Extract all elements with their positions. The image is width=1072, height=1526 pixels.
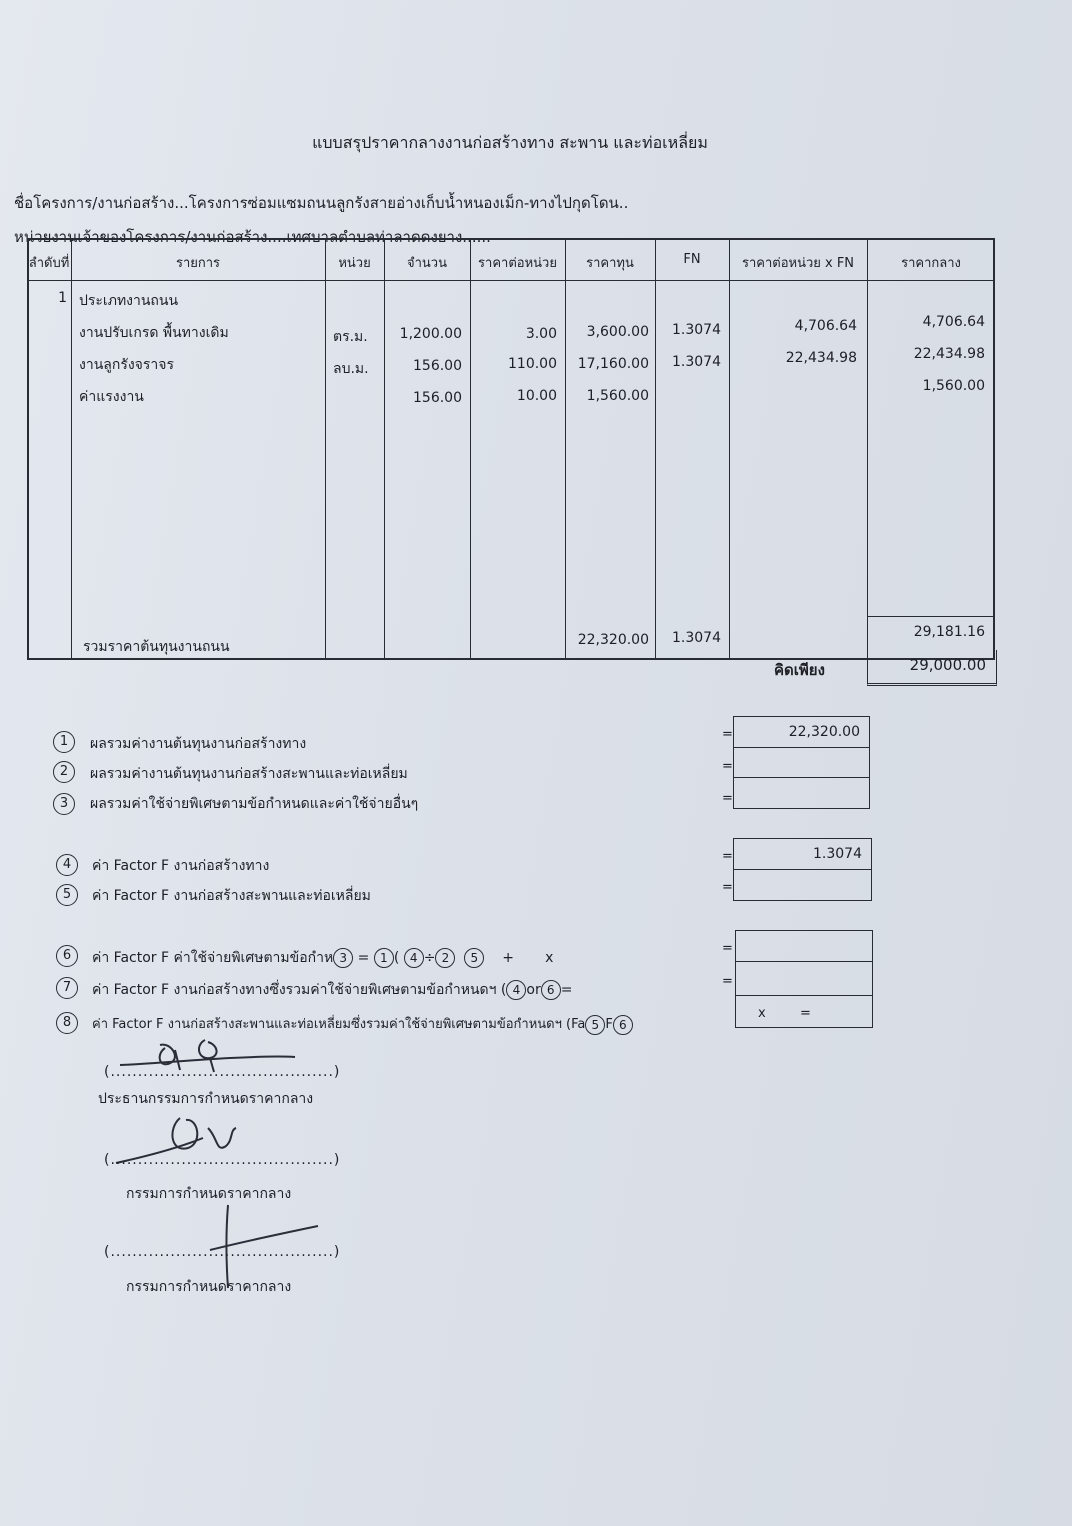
header-unit-price: ราคาต่อหน่วย: [478, 256, 557, 271]
header-no: ลำดับที่: [28, 256, 70, 271]
item-number-2: 2: [53, 761, 75, 783]
equals-sign: =: [722, 880, 733, 895]
row-median-price: 4,706.64: [922, 314, 985, 330]
row-item: ค่าแรงงาน: [79, 389, 144, 405]
item-number-8: 8: [56, 1012, 78, 1034]
header-cost: ราคาทุน: [586, 256, 634, 271]
equals-sign: =: [722, 941, 733, 956]
header-median-price: ราคากลาง: [901, 256, 961, 271]
row-unit: ลบ.ม.: [333, 361, 369, 377]
price-table: [27, 238, 995, 660]
item-number-3: 3: [53, 793, 75, 815]
row-item: งานลูกรังจราจร: [79, 357, 174, 373]
signature-title-3: กรรมการกำหนดราคากลาง: [126, 1279, 292, 1295]
row-fn: 1.3074: [672, 354, 721, 370]
row-cost: 3,600.00: [586, 324, 649, 340]
header-unit: หน่วย: [338, 256, 371, 271]
summary-label-7: ค่า Factor F งานก่อสร้างทางซึ่งรวมค่าใช้จ่ายพิเศษตามข้อกำหนดฯ ( 4 or 6 =: [92, 982, 573, 998]
equals-sign: =: [722, 727, 733, 742]
rounded-label: คิดเพียง: [774, 661, 825, 679]
row-qty: 156.00: [413, 358, 462, 374]
summary-label-8: ค่า Factor F งานก่อสร้างสะพานและท่อเหลี่ยมซึ่งรวมค่าใช้จ่ายพิเศษตามข้อกำหนดฯ (Fa 5 F 6: [92, 1013, 633, 1035]
row-unit-fn: 4,706.64: [794, 318, 857, 334]
rounded-value: 29,000.00: [909, 656, 986, 674]
equals-sign: =: [722, 791, 733, 806]
summary-label-1: ผลรวมค่างานต้นทุนงานก่อสร้างทาง: [90, 736, 307, 752]
project-name-line: ชื่อโครงการ/งานก่อสร้าง...โครงการซ่อมแซมถนนลูกรังสายอ่างเก็บน้ำหนองเม็ก-ทางไปกุดโดน..: [14, 194, 629, 212]
item-number-7: 7: [56, 977, 78, 999]
summary-label-2: ผลรวมค่างานต้นทุนงานก่อสร้างสะพานและท่อเหลี่ยม: [90, 766, 408, 782]
equals-sign: =: [722, 849, 733, 864]
signature-line-1: (.........................................): [104, 1064, 341, 1080]
row-qty: 156.00: [413, 390, 462, 406]
header-unit-fn: ราคาต่อหน่วย x FN: [741, 256, 855, 271]
equals-sign: =: [722, 974, 733, 989]
summary-value-1: 22,320.00: [788, 724, 860, 740]
row-unit-price: 10.00: [516, 388, 557, 404]
item-number-1: 1: [53, 731, 75, 753]
row-median-price: 1,560.00: [922, 378, 985, 394]
row-qty: 1,200.00: [399, 326, 462, 342]
row-no: 1: [58, 290, 67, 306]
header-fn: FN: [683, 252, 701, 267]
row-fn: 1.3074: [672, 322, 721, 338]
formula8-times: x: [758, 1006, 766, 1021]
summary-label-6: ค่า Factor F ค่าใช้จ่ายพิเศษตามข้อกำห 3 = 1 ( 4 ÷ 2 5 + x: [92, 950, 554, 966]
row-cost: 1,560.00: [586, 388, 649, 404]
signature-title-2: กรรมการกำหนดราคากลาง: [126, 1186, 292, 1202]
project-owner-line: หน่วยงานเจ้าของโครงการ/งานก่อสร้าง....เทศบาลตำบลท่าลาดดงยาง......: [14, 228, 491, 246]
row-cost: 17,160.00: [577, 356, 649, 372]
total-label: รวมราคาต้นทุนงานถนน: [83, 639, 230, 655]
total-median-price: 29,181.16: [913, 624, 985, 640]
item-number-4: 4: [56, 854, 78, 876]
signature-line-3: (.........................................): [104, 1244, 341, 1260]
signature-line-2: (.........................................): [104, 1152, 341, 1168]
row-median-price: 22,434.98: [913, 346, 985, 362]
row-unit: ตร.ม.: [333, 329, 368, 345]
total-fn: 1.3074: [672, 630, 721, 646]
header-qty: จำนวน: [407, 256, 447, 271]
document-title: แบบสรุปราคากลางงานก่อสร้างทาง สะพาน และท่อเหลี่ยม: [312, 133, 708, 152]
row-unit-price: 110.00: [508, 356, 557, 372]
summary-label-4: ค่า Factor F งานก่อสร้างทาง: [92, 858, 270, 874]
summary-value-4: 1.3074: [813, 846, 862, 862]
header-item: รายการ: [175, 256, 221, 271]
summary-label-3: ผลรวมค่าใช้จ่ายพิเศษตามข้อกำหนดและค่าใช้จ่ายอื่นๆ: [90, 796, 419, 812]
equals-sign: =: [722, 759, 733, 774]
row-item: ประเภทงานถนน: [79, 293, 179, 309]
signature-title-1: ประธานกรรมการกำหนดราคากลาง: [98, 1091, 314, 1107]
summary-label-5: ค่า Factor F งานก่อสร้างสะพานและท่อเหลี่ยม: [92, 888, 371, 904]
item-number-5: 5: [56, 884, 78, 906]
total-cost: 22,320.00: [577, 632, 649, 648]
row-unit-price: 3.00: [525, 326, 557, 342]
row-unit-fn: 22,434.98: [785, 350, 857, 366]
item-number-6: 6: [56, 945, 78, 967]
formula8-equals: =: [800, 1006, 811, 1021]
row-item: งานปรับเกรด พื้นทางเดิม: [79, 325, 229, 341]
